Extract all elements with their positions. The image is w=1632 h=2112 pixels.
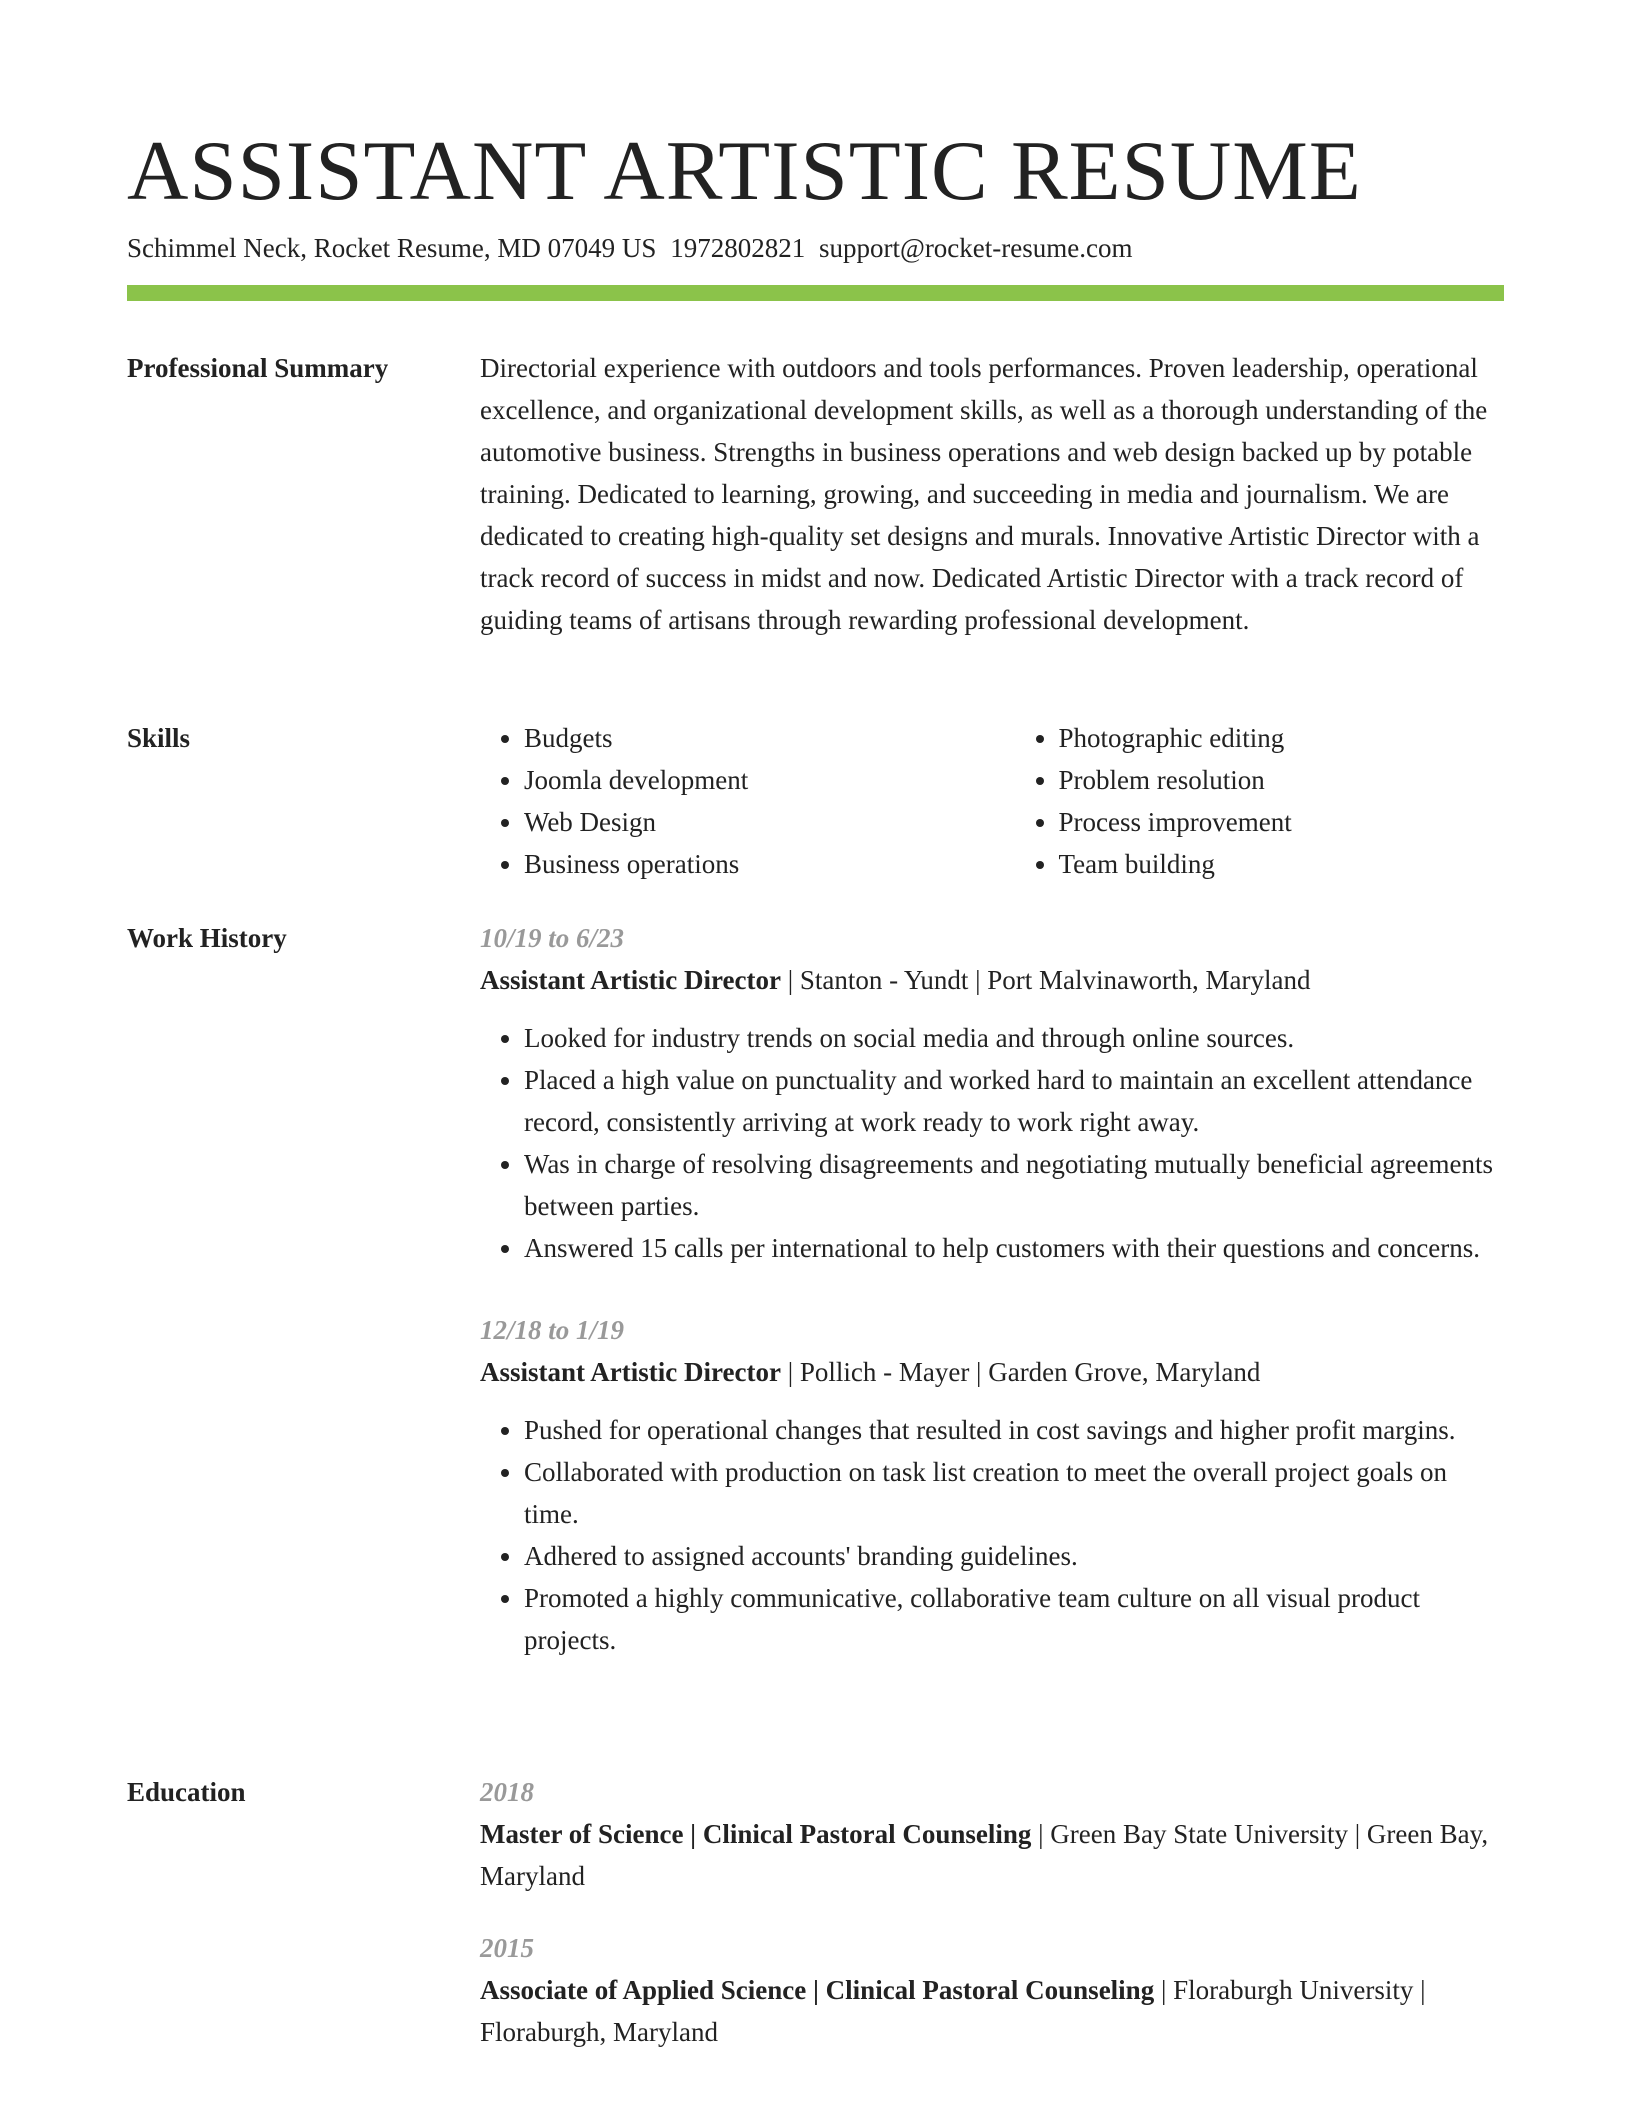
section-title-summary: Professional Summary (127, 353, 389, 383)
job-entry (480, 1309, 1504, 1661)
job-details: | Stanton - Yundt | Port Malvinaworth, Maryland (780, 965, 1311, 995)
skill-item: • Budgets (524, 717, 970, 759)
section-title-skills: Skills (127, 723, 191, 753)
education-year: 2018 (480, 1777, 534, 1807)
education-details: | Floraburgh University | Floraburgh, Maryland (480, 1975, 1426, 2047)
job-bullet: • Placed a high value on punctuality and worked hard to maintain an excellent attendance record, consistently arriving at work ready to work right away. (524, 1059, 1504, 1143)
skill-item: • Team building (1059, 843, 1505, 885)
skill-item: • Photographic editing (1059, 717, 1505, 759)
skill-item: • Process improvement (1059, 801, 1505, 843)
skills-list (480, 717, 1504, 885)
skill-item: • Business operations (524, 843, 970, 885)
education-details: | Green Bay State University | Green Bay, Maryland (480, 1819, 1489, 1891)
education-title-line (480, 1813, 1504, 1897)
education-title-line (480, 1969, 1504, 2053)
job-bullet: • Looked for industry trends on social media and through online sources. (524, 1017, 1504, 1059)
resume-title: ASSISTANT ARTISTIC RESUME (127, 124, 1362, 218)
job-entry (480, 917, 1504, 1269)
job-details: | Pollich - Mayer | Garden Grove, Maryland (780, 1357, 1261, 1387)
education-year: 2015 (480, 1933, 534, 1963)
job-bullet: • Collaborated with production on task list creation to meet the overall project goals on time. (524, 1451, 1504, 1535)
skills-column-right (1015, 717, 1505, 885)
job-bullets (480, 1409, 1504, 1661)
section-title-work: Work History (127, 923, 287, 953)
education-entry (480, 1771, 1504, 1897)
contact-email[interactable]: support@rocket-resume.com (818, 233, 1133, 263)
job-dates: 12/18 to 1/19 (480, 1315, 625, 1345)
summary-text: Directorial experience with outdoors and tools performances. Proven leadership, operational excellence, and organizational development skills, as well as a thorough understanding of the automotive business. Strengths in business operations and web design backed up by potable training. Dedicated to learning, growing, and succeeding in media and journalism. We are dedicated to creating high-quality set designs and murals. Innovative Artistic Director with a track record of success in midst and now. Dedicated Artistic Director with a track record of guiding teams of artisans through rewarding professional development. (480, 353, 1488, 635)
work-body (480, 917, 1504, 1661)
job-title-line (480, 1351, 1504, 1393)
job-role: Assistant Artistic Director (480, 1357, 781, 1387)
education-degree: Master of Science | Clinical Pastoral Counseling (480, 1819, 1032, 1849)
skill-item: • Joomla development (524, 759, 970, 801)
contact-line (127, 228, 1132, 268)
job-dates: 10/19 to 6/23 (480, 923, 625, 953)
summary-body (480, 347, 1504, 641)
education-entry (480, 1927, 1504, 2053)
job-bullet: • Pushed for operational changes that resulted in cost savings and higher profit margins. (524, 1409, 1504, 1451)
job-role: Assistant Artistic Director (480, 965, 781, 995)
skills-column-left (480, 717, 970, 885)
job-bullet: • Answered 15 calls per international to help customers with their questions and concerns. (524, 1227, 1504, 1269)
education-degree: Associate of Applied Science | Clinical Pastoral Counseling (480, 1975, 1155, 2005)
job-bullet: • Promoted a highly communicative, collaborative team culture on all visual product projects. (524, 1577, 1504, 1661)
skill-item: • Problem resolution (1059, 759, 1505, 801)
section-title-education: Education (127, 1777, 246, 1807)
job-bullet: • Was in charge of resolving disagreements and negotiating mutually beneficial agreements between parties. (524, 1143, 1504, 1227)
contact-address: Schimmel Neck, Rocket Resume, MD 07049 US (127, 233, 657, 263)
job-title-line (480, 959, 1504, 1001)
education-body (480, 1771, 1504, 2053)
skill-item: • Web Design (524, 801, 970, 843)
job-bullet: • Adhered to assigned accounts' branding guidelines. (524, 1535, 1504, 1577)
contact-phone: 1972802821 (670, 233, 806, 263)
job-bullets (480, 1017, 1504, 1269)
header-divider (127, 285, 1504, 301)
